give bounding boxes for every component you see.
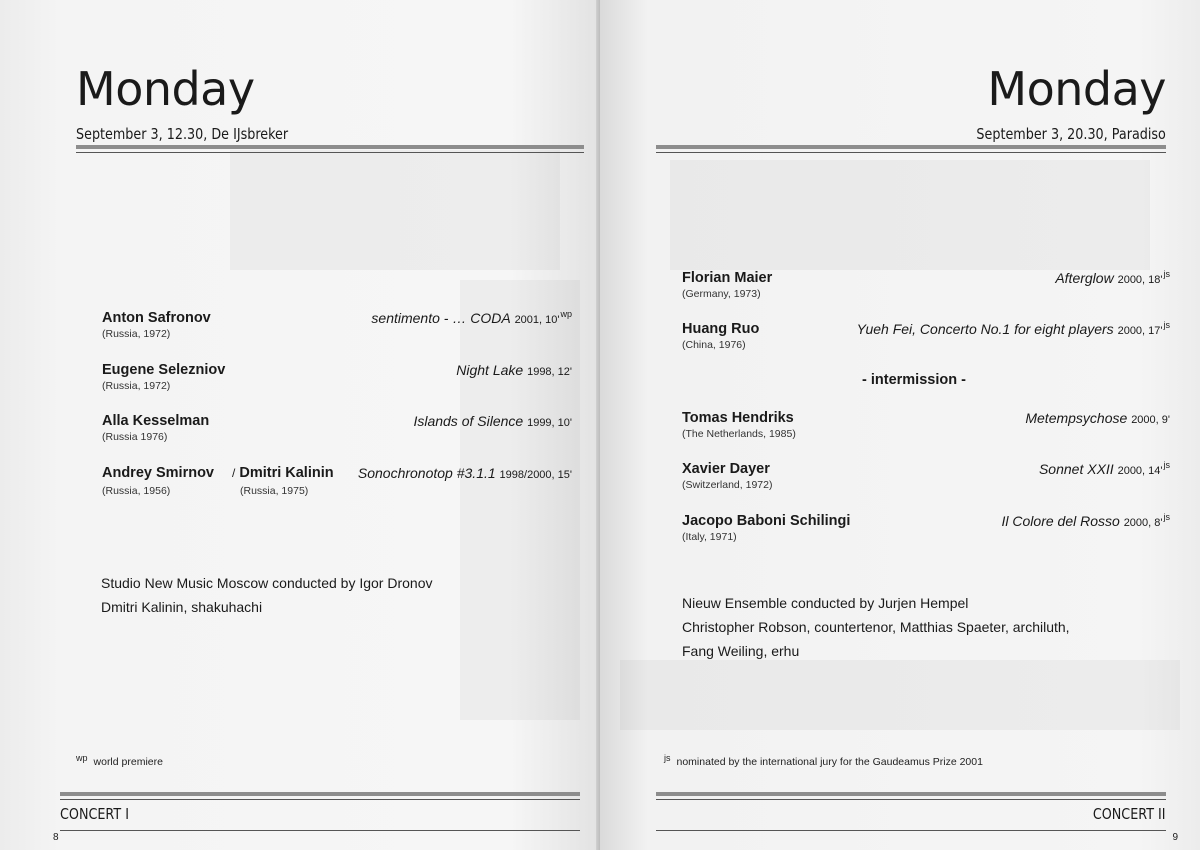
- footnote-text: world premiere: [93, 756, 163, 768]
- composer-origin: (Russia 1976): [102, 431, 168, 443]
- composer-name: Jacopo Baboni Schilingi: [682, 513, 851, 529]
- work-info: [1002, 513, 1170, 529]
- footer-rule-thin: [656, 799, 1166, 800]
- composer-origin-second: (Russia, 1975): [240, 485, 309, 497]
- work-title: Metempsychose: [1025, 410, 1128, 426]
- page-number: 9: [1172, 832, 1178, 843]
- composer-origin: (China, 1976): [682, 339, 746, 351]
- header-rule: [656, 145, 1166, 149]
- work-title: Yueh Fei, Concerto No.1 for eight players: [856, 321, 1114, 337]
- program-entry: [102, 362, 572, 398]
- composer-origin: (The Netherlands, 1985): [682, 428, 796, 440]
- composer-separator: /: [232, 466, 236, 480]
- work-info: [371, 310, 572, 326]
- footer-rule: [60, 792, 580, 796]
- work-info: [1055, 270, 1170, 286]
- composer-origin: (Switzerland, 1972): [682, 479, 773, 491]
- work-year-duration: 1999, 10': [527, 417, 572, 429]
- composer-name-second-text: Dmitri Kalinin: [239, 465, 334, 481]
- composer-name-second: [228, 465, 334, 481]
- premiere-mark: wp: [560, 309, 572, 319]
- work-title: Islands of Silence: [413, 413, 524, 429]
- composer-name: Alla Kesselman: [102, 413, 210, 429]
- composer-name: Andrey Smirnov: [102, 465, 214, 481]
- ensemble-line: Fang Weiling, erhu: [682, 643, 800, 659]
- concert-label: CONCERT II: [1093, 805, 1166, 823]
- work-info: [1025, 410, 1170, 426]
- work-info: [456, 362, 572, 378]
- ensemble-line: Christopher Robson, countertenor, Matthias Spaeter, archiluth,: [682, 619, 1070, 635]
- page-number: 8: [53, 832, 59, 843]
- footer-rule-thin: [60, 799, 580, 800]
- bleed-through-shadow: [670, 160, 1150, 270]
- composer-name: Florian Maier: [682, 270, 773, 286]
- concert-date-venue: September 3, 20.30, Paradiso: [976, 125, 1166, 143]
- work-year-duration: 2000, 17': [1117, 325, 1163, 337]
- composer-origin: (Russia, 1972): [102, 328, 171, 340]
- work-year-duration: 2001, 10': [514, 314, 560, 326]
- bleed-through-shadow: [620, 660, 1180, 730]
- prize-nomination-mark: js: [1163, 460, 1170, 470]
- intermission-label: - intermission -: [862, 372, 966, 388]
- program-entry: [102, 465, 572, 501]
- program-entry: [682, 513, 1170, 549]
- work-year-duration: 2000, 9': [1131, 414, 1170, 426]
- work-title: sentimento - … CODA: [371, 310, 511, 326]
- composer-name: Anton Safronov: [102, 310, 211, 326]
- composer-origin: (Italy, 1971): [682, 531, 737, 543]
- work-year-duration: 2000, 18': [1117, 274, 1163, 286]
- work-title: Night Lake: [456, 362, 524, 378]
- work-info: [857, 321, 1170, 337]
- program-entry: [102, 310, 572, 346]
- page-title: Monday: [76, 62, 255, 116]
- ensemble-line: Studio New Music Moscow conducted by Igor Dronov: [101, 575, 433, 591]
- header-rule-thin: [656, 152, 1166, 153]
- program-entry: [102, 413, 572, 449]
- ensemble-credits: [101, 571, 432, 619]
- right-page: [600, 0, 1200, 850]
- work-info: [358, 465, 572, 481]
- header-rule-thin: [76, 152, 584, 153]
- work-year-duration: 1998, 12': [527, 366, 572, 378]
- work-year-duration: 2000, 14': [1117, 465, 1163, 477]
- footnote: [76, 753, 163, 768]
- prize-nomination-mark: js: [1163, 320, 1170, 330]
- footnote-text: nominated by the international jury for the Gaudeamus Prize 2001: [676, 756, 983, 768]
- composer-origin: (Germany, 1973): [682, 288, 761, 300]
- footnote: [664, 753, 983, 768]
- page-title: Monday: [987, 62, 1166, 116]
- program-entry: [682, 321, 1170, 357]
- composer-origin: (Russia, 1956): [102, 485, 171, 497]
- composer-name: Huang Ruo: [682, 321, 760, 337]
- concert-date-venue: September 3, 12.30, De IJsbreker: [76, 125, 289, 143]
- composer-name: Xavier Dayer: [682, 461, 770, 477]
- program-entry: [682, 410, 1170, 446]
- work-info: [413, 413, 572, 429]
- prize-nomination-mark: js: [1163, 512, 1170, 522]
- footer-bottom-rule: [656, 830, 1166, 831]
- work-title: Sonochronotop #3.1.1: [357, 465, 496, 481]
- composer-name: Tomas Hendriks: [682, 410, 794, 426]
- bleed-through-shadow: [230, 150, 560, 270]
- ensemble-credits: [682, 591, 1070, 663]
- ensemble-line: Nieuw Ensemble conducted by Jurjen Hempel: [682, 595, 969, 611]
- program-entry: [682, 270, 1170, 306]
- work-info: [1039, 461, 1170, 477]
- work-title: Sonnet XXII: [1038, 461, 1114, 477]
- concert-label: CONCERT I: [60, 805, 129, 823]
- work-year-duration: 2000, 8': [1123, 517, 1163, 529]
- prize-nomination-mark: js: [1163, 269, 1170, 279]
- work-title: Afterglow: [1055, 270, 1114, 286]
- footer-rule: [656, 792, 1166, 796]
- header-rule: [76, 145, 584, 149]
- footnote-mark: js: [664, 753, 671, 763]
- composer-name: Eugene Selezniov: [102, 362, 226, 378]
- composer-origin: (Russia, 1972): [102, 380, 171, 392]
- footer-bottom-rule: [60, 830, 580, 831]
- work-year-duration: 1998/2000, 15': [499, 469, 572, 481]
- program-entry: [682, 461, 1170, 497]
- work-title: Il Colore del Rosso: [1001, 513, 1120, 529]
- ensemble-line: Dmitri Kalinin, shakuhachi: [101, 599, 263, 615]
- footnote-mark: wp: [76, 753, 88, 763]
